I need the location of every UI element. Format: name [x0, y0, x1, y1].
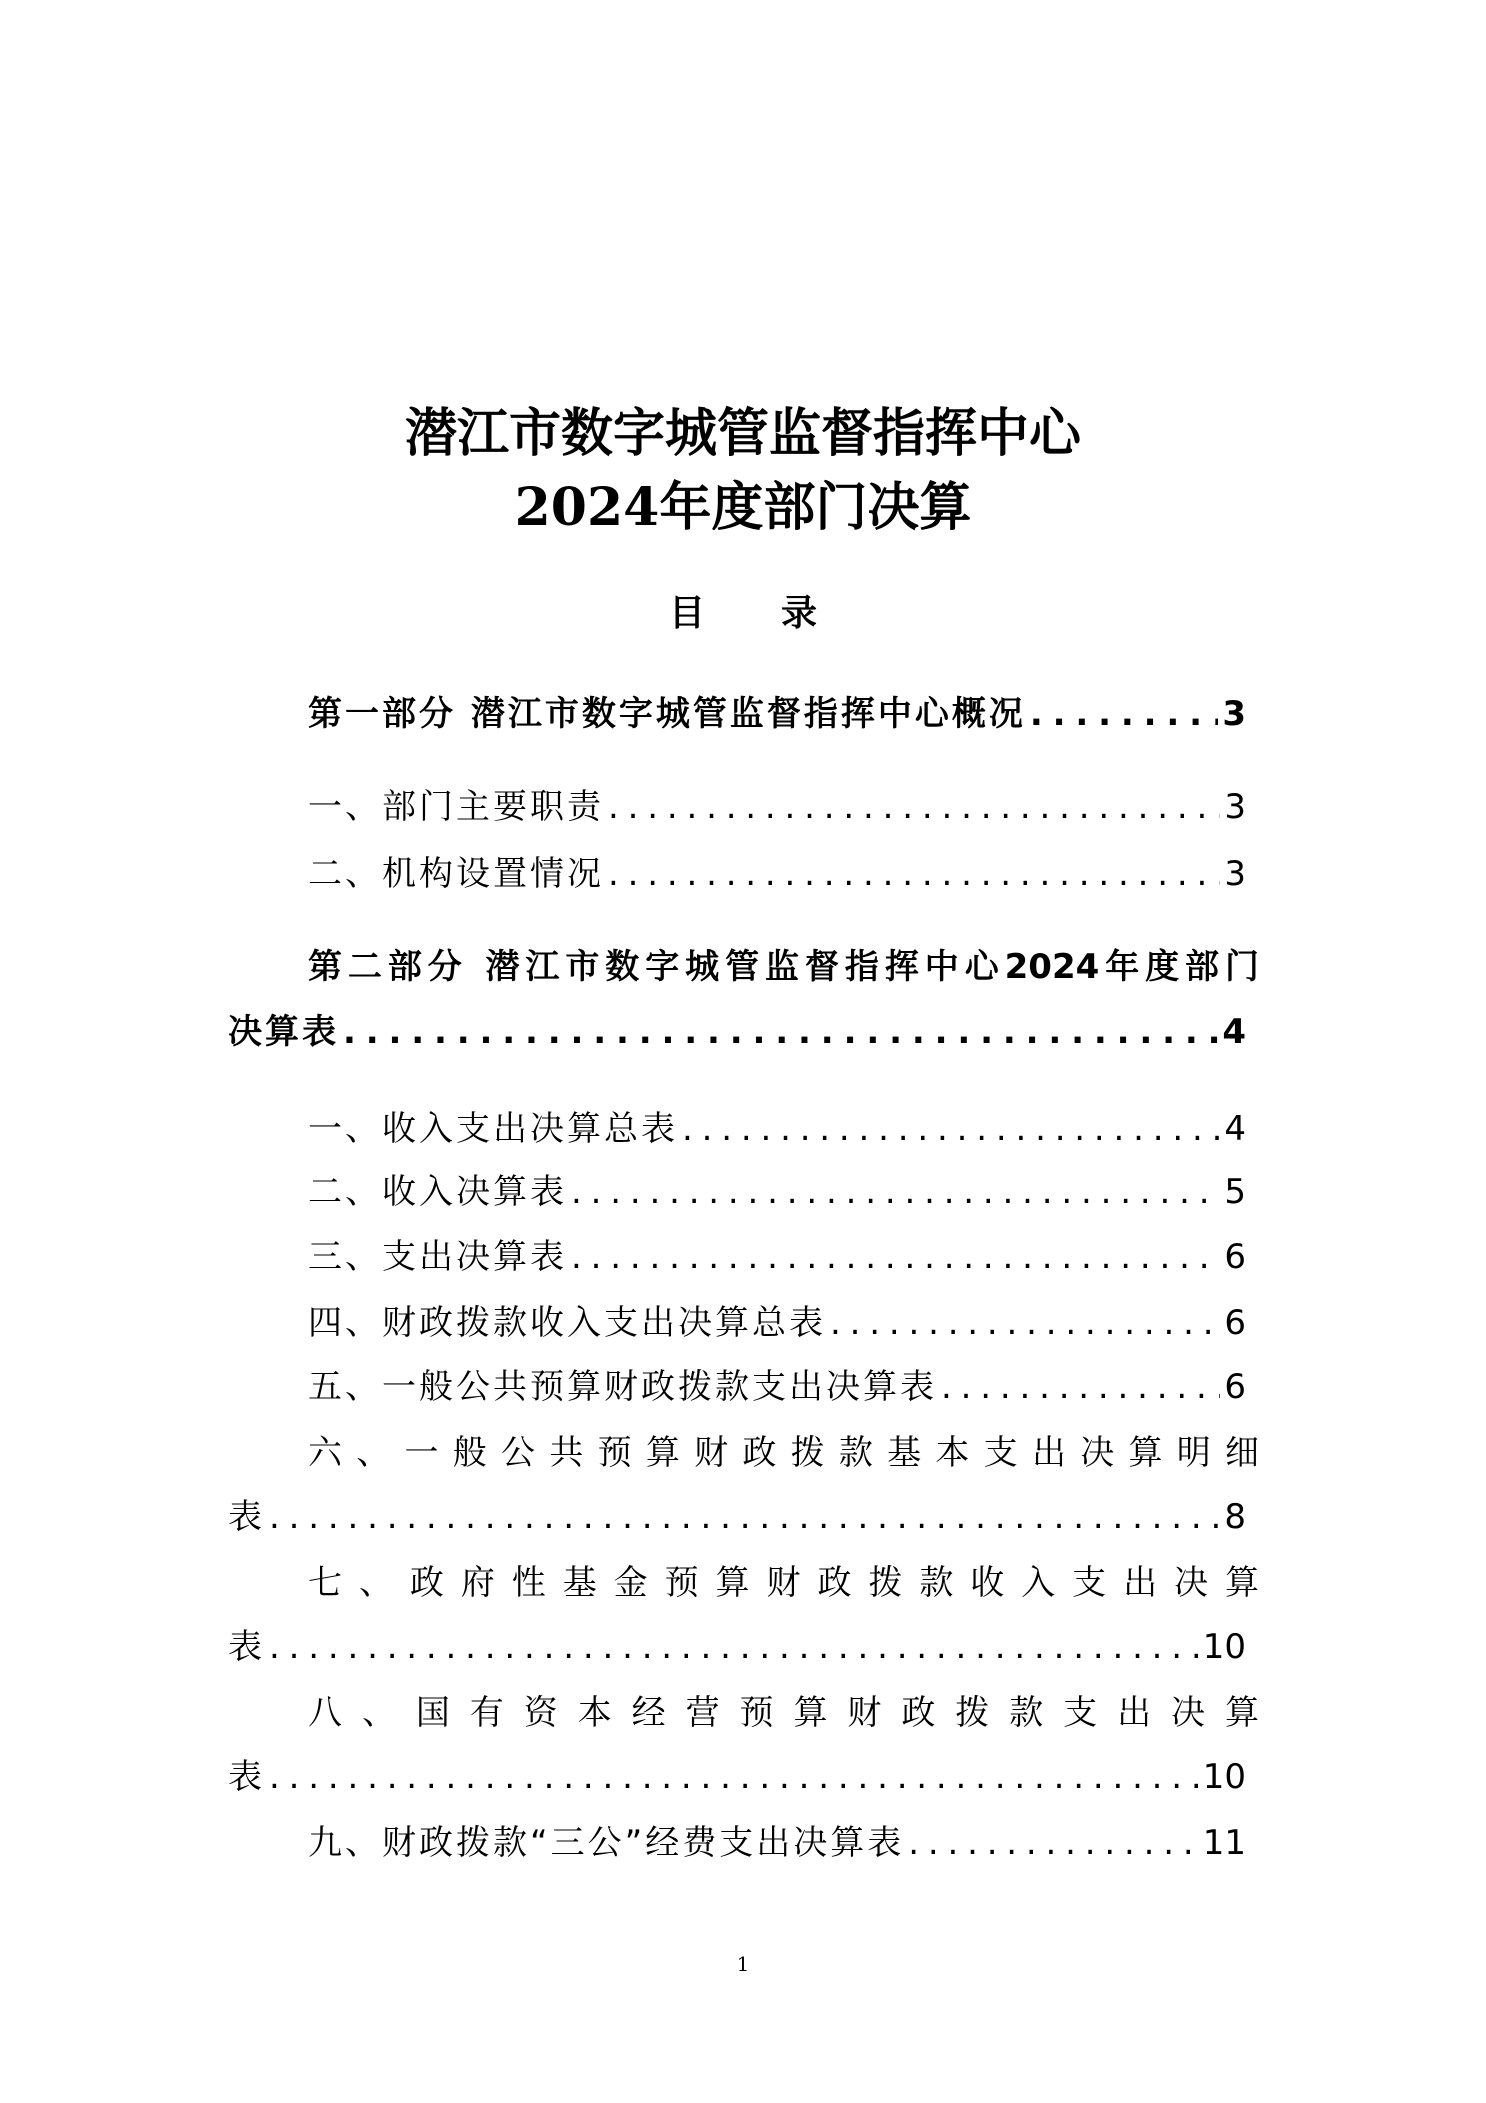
toc-entry[interactable] — [228, 1494, 1246, 1540]
toc-page: 3 — [1222, 694, 1246, 734]
toc-label: 五、一般公共预算财政拨款支出决算表 — [308, 1367, 937, 1407]
toc-heading-char: 目 — [668, 593, 705, 634]
toc-page: 10 — [1202, 1627, 1246, 1667]
toc-entry[interactable] — [308, 1169, 1246, 1215]
toc-page: 8 — [1224, 1497, 1246, 1537]
leader-dots — [269, 1494, 1220, 1540]
toc-entry[interactable] — [308, 851, 1246, 897]
toc-label: 第一部分 潜江市数字城管监督指挥中心概况 — [308, 694, 1026, 734]
leader-dots — [908, 1820, 1199, 1866]
toc-page: 4 — [1224, 1109, 1246, 1149]
toc-heading-char: 录 — [781, 593, 818, 634]
toc-label: 三、支出决算表 — [308, 1237, 567, 1277]
toc-label: 表 — [228, 1497, 265, 1537]
toc-label: 表 — [228, 1627, 265, 1667]
toc-entry[interactable] — [308, 1300, 1246, 1346]
toc-label: 二、收入决算表 — [308, 1172, 567, 1212]
leader-dots — [941, 1364, 1220, 1410]
toc-page: 5 — [1224, 1172, 1246, 1212]
leader-dots — [1030, 691, 1218, 737]
leader-dots — [269, 1624, 1199, 1670]
leader-dots — [682, 1106, 1220, 1152]
toc-entry[interactable] — [308, 1106, 1246, 1152]
toc-entry-part2[interactable] — [228, 1009, 1246, 1055]
toc-entry[interactable] — [228, 1624, 1246, 1670]
toc-label: 决算表 — [228, 1012, 339, 1052]
toc-page: 10 — [1202, 1757, 1246, 1797]
toc-entry[interactable] — [308, 1234, 1246, 1280]
toc-heading — [0, 585, 1486, 636]
document-title-line1: 潜江市数字城管监督指挥中心 — [404, 403, 1081, 464]
toc-label: 表 — [228, 1757, 265, 1797]
toc-entry[interactable] — [308, 784, 1246, 830]
toc-label: 一、部门主要职责 — [308, 787, 604, 827]
leader-dots — [608, 851, 1220, 897]
toc-label: 九、财政拨款“三公”经费支出决算表 — [308, 1823, 905, 1863]
document-title-line2: 2024年度部门决算 — [514, 477, 972, 538]
toc-entry-part2-line1[interactable]: 第二部分 潜江市数字城管监督指挥中心2024年度部门 — [308, 947, 1259, 987]
toc-page: 3 — [1224, 787, 1246, 827]
toc-page: 6 — [1224, 1367, 1246, 1407]
leader-dots — [608, 784, 1220, 830]
page-number: 1 — [736, 1952, 750, 1976]
toc-label: 一、收入支出决算总表 — [308, 1109, 678, 1149]
toc-page: 6 — [1224, 1303, 1246, 1343]
leader-dots — [269, 1754, 1199, 1800]
leader-dots — [830, 1300, 1220, 1346]
toc-entry[interactable] — [228, 1754, 1246, 1800]
toc-page: 3 — [1224, 854, 1246, 894]
toc-page: 11 — [1202, 1823, 1246, 1863]
toc-entry-part1[interactable] — [308, 691, 1246, 737]
toc-page: 6 — [1224, 1237, 1246, 1277]
toc-page: 4 — [1222, 1012, 1246, 1052]
toc-entry[interactable] — [308, 1820, 1246, 1866]
toc-entry[interactable] — [308, 1364, 1246, 1410]
leader-dots — [571, 1234, 1220, 1280]
toc-label: 四、财政拨款收入支出决算总表 — [308, 1303, 826, 1343]
leader-dots — [343, 1009, 1218, 1055]
toc-label: 二、机构设置情况 — [308, 854, 604, 894]
toc-entry-line1[interactable]: 七、政府性基金预算财政拨款收入支出决算 — [308, 1563, 1259, 1603]
toc-entry-line1[interactable]: 六、一般公共预算财政拨款基本支出决算明细 — [308, 1433, 1259, 1473]
toc-entry-line1[interactable]: 八、国有资本经营预算财政拨款支出决算 — [308, 1693, 1259, 1733]
leader-dots — [571, 1169, 1220, 1215]
